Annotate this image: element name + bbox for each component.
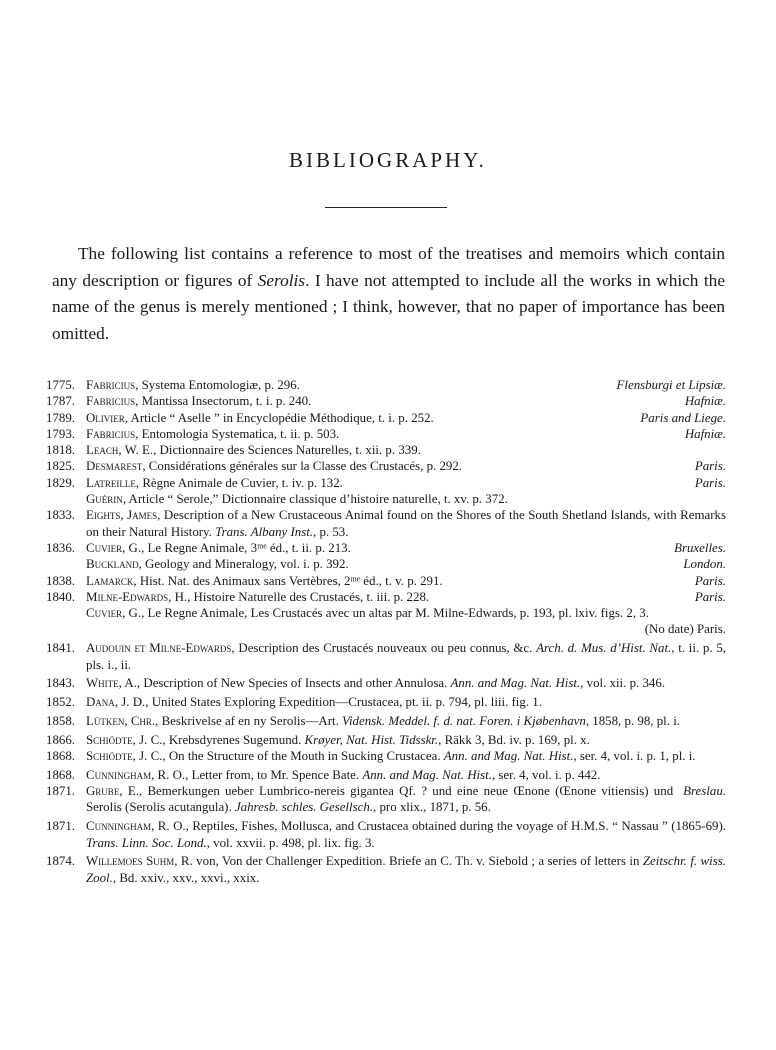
entry-author: Grube bbox=[86, 784, 120, 799]
entry-text: , J. D., United States Exploring Expedition—Crustacea, pt. ii. p. 794, pl. liii. fig. 1. bbox=[114, 695, 542, 710]
entry-author: Dana bbox=[86, 695, 115, 710]
bibliography-entry bbox=[46, 675, 726, 691]
entry-author: Desmarest bbox=[86, 459, 143, 474]
entry-text: , t. ii. p. 5, pls. i., ii. bbox=[86, 641, 727, 672]
intro-text: . I have not attempted to include all the works in which the name of the genus is merely mentioned ; I think, however, that no paper of importance has been omitted. bbox=[52, 270, 725, 343]
bibliography-entry bbox=[46, 732, 726, 748]
entry-year: 1871. bbox=[46, 784, 76, 799]
entry-text: , Entomologia Systematica, t. ii. p. 503. bbox=[135, 426, 340, 441]
entry-place: (No date) Paris. bbox=[644, 622, 726, 637]
bibliography-entry bbox=[46, 573, 726, 589]
entry-author: Eights, James bbox=[86, 508, 158, 523]
entry-text: , J. C., Krebsdyrenes Sugemund. bbox=[132, 732, 305, 747]
entry-text: , ser. 4, vol. i. p. 442. bbox=[491, 767, 601, 782]
entry-journal: Ann. and Mag. Nat. Hist. bbox=[362, 767, 492, 782]
bibliography-entry bbox=[46, 410, 726, 426]
entry-year: 1866. bbox=[46, 732, 76, 747]
entry-year: 1818. bbox=[46, 443, 76, 458]
entry-author: Cuvier bbox=[86, 540, 123, 555]
entry-year: 1868. bbox=[46, 767, 76, 782]
entry-text: , G., Le Regne Animale, 3ᵐᵉ éd., t. ii. p. 213. bbox=[122, 540, 351, 555]
entry-year: 1841. bbox=[46, 641, 76, 656]
entry-place: Hafniæ. bbox=[684, 394, 726, 409]
entry-journal: Arch. d. Mus. d’Hist. Nat. bbox=[536, 641, 672, 656]
entry-text: , vol. xxvii. p. 498, pl. lix. fig. 3. bbox=[206, 835, 375, 850]
entry-journal: Zeitschr. f. wiss. Zool. bbox=[86, 854, 726, 885]
entry-year: 1858. bbox=[46, 713, 76, 728]
entry-text: , H., Histoire Naturelle des Crustacés, t. iii. p. 228. bbox=[168, 589, 430, 604]
intro-text: The following list contains a reference to most of the treatises and memoirs which contain any description or figures of bbox=[52, 244, 725, 290]
bibliography-entry bbox=[46, 853, 726, 886]
entry-text: , Règne Animale de Cuvier, t. iv. p. 132. bbox=[135, 475, 343, 490]
bibliography-entry bbox=[46, 694, 726, 710]
page-title: BIBLIOGRAPHY. bbox=[289, 148, 487, 172]
bibliography-entry bbox=[46, 426, 726, 442]
entry-author: Cunningham bbox=[86, 767, 152, 782]
bibliography-entry bbox=[46, 393, 726, 409]
entry-text: , Hist. Nat. des Animaux sans Vertèbres, 2ᵐᵉ éd., t. v. p. 291. bbox=[133, 573, 443, 588]
bibliography-entry bbox=[46, 818, 726, 851]
entry-text: , Bd. xxiv., xxv., xxvi., xxix. bbox=[112, 870, 260, 885]
entry-journal: Ann. and Mag. Nat. Hist. bbox=[450, 676, 581, 691]
entry-text: , G., Le Regne Animale, Les Crustacés avec un altas par M. Milne-Edwards, p. 193, pl. lxiv. figs. 2, 3. bbox=[122, 606, 649, 621]
entry-year: 1829. bbox=[46, 475, 76, 490]
entry-year: 1852. bbox=[46, 695, 76, 710]
entry-text: , Description of a New Crustaceous Animal found on the Shores of the South Shetland Islands, with Remarks on their Natural History. bbox=[86, 508, 726, 539]
bibliography-entry bbox=[46, 589, 726, 605]
entry-place: Paris and Liege. bbox=[640, 410, 726, 425]
entry-place: Flensburgi et Lipsiæ. bbox=[616, 378, 726, 392]
entry-journal: Jahresb. schles. Gesellsch. bbox=[234, 800, 374, 815]
entry-year: 1874. bbox=[46, 854, 76, 869]
entry-author: Buckland bbox=[86, 557, 139, 572]
entry-place: Paris. bbox=[694, 573, 726, 588]
genus-name: Serolis bbox=[257, 270, 306, 290]
bibliography-entry bbox=[46, 640, 726, 673]
entry-year: 1843. bbox=[46, 676, 76, 691]
bibliography-entry bbox=[46, 458, 726, 474]
entry-year: 1775. bbox=[46, 378, 76, 392]
entry-place: London. bbox=[683, 557, 726, 572]
intro-paragraph bbox=[52, 241, 725, 347]
bibliography-list bbox=[46, 377, 726, 886]
entry-text: , pro xlix., 1871, p. 56. bbox=[373, 800, 491, 815]
entry-author: Guérin bbox=[86, 492, 123, 507]
title-rule bbox=[325, 207, 447, 208]
bibliography-entry bbox=[46, 540, 726, 556]
entry-text: , Description des Crustacés nouveaux ou peu connus, &c. bbox=[231, 641, 537, 656]
entry-text: , E., Bemerkungen ueber Lumbrico-nereis gigantea Qf. ? und eine neue Œnone (Œnone vitiensis) und Serolis (Serolis acutangula). bbox=[86, 784, 674, 815]
bibliography-entry bbox=[46, 475, 726, 491]
entry-place: Bruxelles. bbox=[674, 540, 726, 555]
entry-journal: Trans. Albany Inst. bbox=[215, 524, 314, 539]
entry-text: , A., Description of New Species of Insects and other Annulosa. bbox=[118, 676, 451, 691]
entry-text: , Systema Entomologiæ, p. 296. bbox=[135, 378, 300, 392]
entry-year: 1787. bbox=[46, 394, 76, 409]
entry-author: Willemoes Suhm bbox=[86, 854, 175, 869]
entry-author: Schiödte bbox=[86, 732, 133, 747]
bibliography-entry bbox=[46, 556, 726, 572]
entry-author: Lütken, Chr. bbox=[86, 713, 156, 728]
entry-year: 1836. bbox=[46, 540, 76, 555]
entry-author: Fabricius bbox=[86, 426, 136, 441]
entry-text: , Räkk 3, Bd. iv. p. 169, pl. x. bbox=[438, 732, 590, 747]
bibliography-entry bbox=[46, 442, 726, 458]
entry-place: Hafniæ. bbox=[684, 426, 726, 441]
bibliography-entry bbox=[46, 605, 726, 638]
entry-author: Schiödte bbox=[86, 749, 133, 764]
entry-author: Milne-Edwards bbox=[86, 589, 169, 604]
entry-year: 1825. bbox=[46, 459, 76, 474]
entry-text: , Mantissa Insectorum, t. i. p. 240. bbox=[135, 394, 312, 409]
entry-text: , R. O., Reptiles, Fishes, Mollusca, and Crustacea obtained during the voyage of H.M.S. “ Nassau ” (1865-69). bbox=[151, 819, 726, 834]
bibliography-entry bbox=[46, 507, 726, 540]
entry-author: Leach bbox=[86, 443, 119, 458]
entry-author: Latreille bbox=[86, 475, 136, 490]
bibliography-entry bbox=[46, 748, 726, 764]
entry-author: Lamarck bbox=[86, 573, 134, 588]
entry-author: Fabricius bbox=[86, 394, 136, 409]
entry-place: Breslau. bbox=[683, 784, 726, 799]
entry-year: 1838. bbox=[46, 573, 76, 588]
entry-journal: Vidensk. Meddel. f. d. nat. Foren. i Kjøbenhavn bbox=[342, 713, 586, 728]
bibliography-entry bbox=[46, 767, 726, 783]
entry-year: 1793. bbox=[46, 426, 76, 441]
entry-author: Olivier bbox=[86, 410, 125, 425]
entry-author: Fabricius bbox=[86, 378, 136, 392]
entry-text: , Considérations générales sur la Classe des Crustacés, p. 292. bbox=[142, 459, 463, 474]
entry-text: , R. O., Letter from, to Mr. Spence Bate. bbox=[151, 767, 363, 782]
bibliography-entry bbox=[46, 713, 726, 729]
entry-text: , Article “ Aselle ” in Encyclopédie Méthodique, t. i. p. 252. bbox=[124, 410, 434, 425]
entry-place: Paris. bbox=[694, 459, 726, 474]
entry-place: Paris. bbox=[694, 589, 726, 604]
entry-text: , vol. xii. p. 346. bbox=[580, 676, 666, 691]
bibliography-entry bbox=[46, 783, 726, 816]
entry-author: Cuvier bbox=[86, 606, 123, 621]
bibliography-entry bbox=[46, 377, 726, 393]
entry-text: , 1858, p. 98, pl. i. bbox=[585, 713, 681, 728]
entry-journal: Trans. Linn. Soc. Lond. bbox=[86, 835, 207, 850]
entry-place: Paris. bbox=[694, 475, 726, 490]
entry-text: , Article “ Serole,” Dictionnaire classique d’histoire naturelle, t. xv. p. 372. bbox=[122, 492, 508, 507]
entry-year: 1840. bbox=[46, 589, 76, 604]
entry-year: 1868. bbox=[46, 749, 76, 764]
entry-year: 1789. bbox=[46, 410, 76, 425]
bibliography-entry bbox=[46, 491, 726, 507]
entry-text: , p. 53. bbox=[313, 524, 349, 539]
entry-journal: Ann. and Mag. Nat. Hist. bbox=[443, 749, 574, 764]
entry-year: 1871. bbox=[46, 819, 76, 834]
entry-text: , W. E., Dictionnaire des Sciences Naturelles, t. xii. p. 339. bbox=[118, 443, 421, 458]
entry-year: 1833. bbox=[46, 508, 76, 523]
entry-journal: Krøyer, Nat. Hist. Tidsskr. bbox=[304, 732, 439, 747]
entry-author: White bbox=[86, 676, 119, 691]
entry-text: , Beskrivelse af en ny Serolis—Art. bbox=[155, 713, 343, 728]
entry-text: , ser. 4, vol. i. p. 1, pl. i. bbox=[573, 749, 696, 764]
entry-text: , Geology and Mineralogy, vol. i. p. 392. bbox=[138, 557, 349, 572]
entry-author: Cunningham bbox=[86, 819, 152, 834]
entry-text: , R. von, Von der Challenger Expedition. Briefe an C. Th. v. Siebold ; a series of letters in bbox=[174, 854, 643, 869]
entry-text: , J. C., On the Structure of the Mouth in Sucking Crustacea. bbox=[132, 749, 444, 764]
entry-author: Audouin et Milne-Edwards bbox=[86, 641, 232, 656]
